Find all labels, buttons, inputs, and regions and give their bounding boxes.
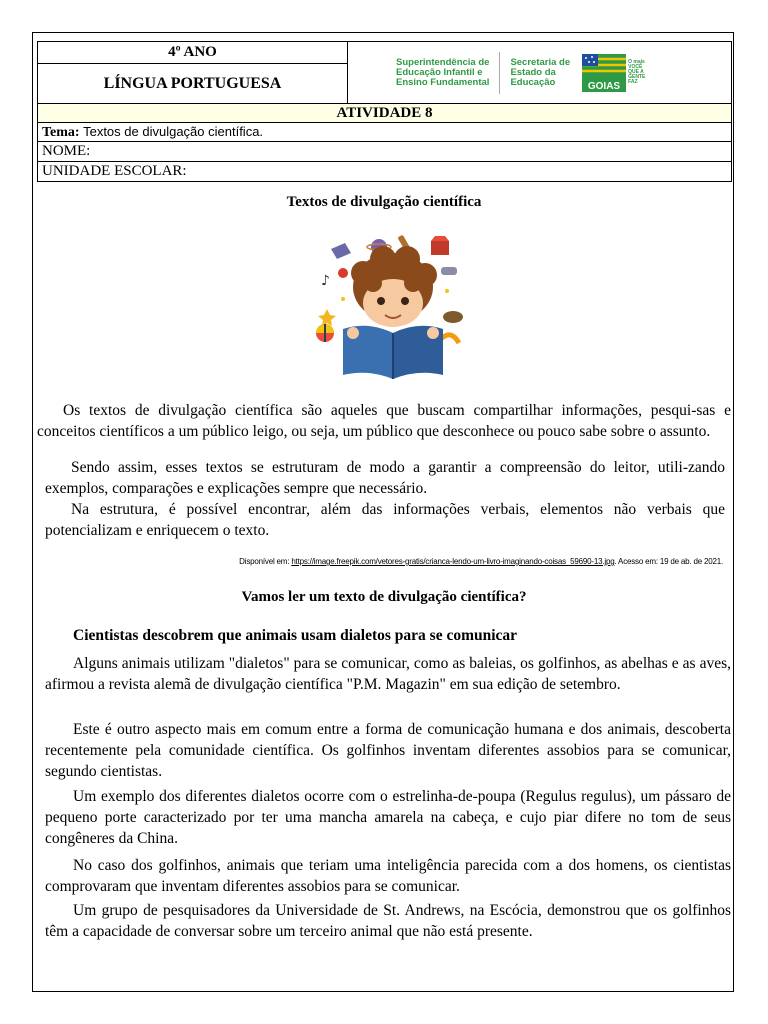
goias-logo	[582, 54, 645, 92]
goias-tagline: O mais VOCÊ QUE A GENTE FAZ	[628, 59, 646, 85]
article-headline: Cientistas descobrem que animais usam dialetos para se comunicar	[73, 627, 518, 644]
source-suffix: . Acesso em: 19 de ab. de 2021.	[614, 557, 723, 566]
tema-value: Textos de divulgação científica.	[83, 123, 264, 139]
source-link[interactable]: https://image.freepik.com/vetores-gratis/crianca-lendo-um-livro-imaginando-coisas_59690-13.jpg	[291, 557, 615, 566]
source-prefix: Disponível em:	[239, 557, 292, 566]
tema-row	[38, 123, 732, 142]
unidade-escolar-field[interactable]: UNIDADE ESCOLAR:	[38, 162, 732, 182]
goias-flag-icon	[582, 54, 626, 92]
article-paragraph-4: No caso dos golfinhos, animais que teriam uma inteligência parecida com a dos homens, os cientistas comprovaram que inventam diferentes assobios para se comunicar.	[45, 857, 731, 895]
tema-label: Tema:	[42, 124, 80, 140]
nome-field[interactable]: NOME:	[38, 142, 732, 162]
activity-title: ATIVIDADE 8	[38, 104, 732, 123]
image-source-note	[239, 557, 723, 566]
institution-logos	[352, 44, 727, 102]
intro-title: Textos de divulgação científica	[286, 194, 482, 210]
intro-paragraph-1: Os textos de divulgação científica são aqueles que buscam compartilhar informações, pesqui-sas e conceitos científicos a um público leigo, ou seja, um público que desconhece ou pouco sabe sobre o assunto.	[37, 402, 731, 440]
child-reading-illustration	[313, 233, 473, 383]
logo-separator	[499, 52, 500, 94]
logo-secretaria: Secretaria de Estado da Educação	[510, 56, 571, 88]
article-paragraph-3: Um exemplo dos diferentes dialetos ocorre com o estrelinha-de-poupa (Regulus regulus), um pássaro de pequeno porte caracterizado por ter uma mancha amarela na cabeça, e cujo piar difere no tom de seus congêneres da China.	[45, 788, 731, 847]
goias-logo-text: GOIAS	[588, 80, 621, 92]
article-paragraph-2: Este é outro aspecto mais em comum entre a forma de comunicação humana e dos animais, descoberta recentemente pela comunidade científica. Os golfinhos inventam diferentes assobios para se comunicar, segundo cientistas.	[45, 721, 731, 780]
header-table	[37, 41, 732, 182]
logo-superintendencia: Superintendência de Educação Infantil e Ensino Fundamental	[396, 56, 490, 88]
subject-label: LÍNGUA PORTUGUESA	[38, 64, 348, 104]
reading-title: Vamos ler um texto de divulgação científica?	[241, 589, 527, 605]
article-paragraph-1: Alguns animais utilizam "dialetos" para se comunicar, como as baleias, os golfinhos, as abelhas e as aves, afirmou a revista alemã de divulgação científica "P.M. Magazin" em sua edição de setembro.	[45, 655, 731, 693]
worksheet-page	[32, 32, 734, 992]
svg-text:♪: ♪	[321, 273, 330, 289]
intro-paragraph-3: Na estrutura, é possível encontrar, além das informações verbais, elementos não verbais que potencializam e enriquecem o texto.	[45, 501, 725, 539]
logos-cell	[348, 42, 732, 104]
article-paragraph-5: Um grupo de pesquisadores da Universidade de St. Andrews, na Escócia, demonstrou que os golfinhos têm a capacidade de conversar sobre um terceiro animal que não está presente.	[45, 902, 731, 940]
grade-label: 4º ANO	[38, 42, 348, 64]
intro-paragraph-2: Sendo assim, esses textos se estruturam de modo a garantir a compreensão do leitor, utili-zando exemplos, comparações e explicações sempre que necessário.	[45, 459, 725, 497]
